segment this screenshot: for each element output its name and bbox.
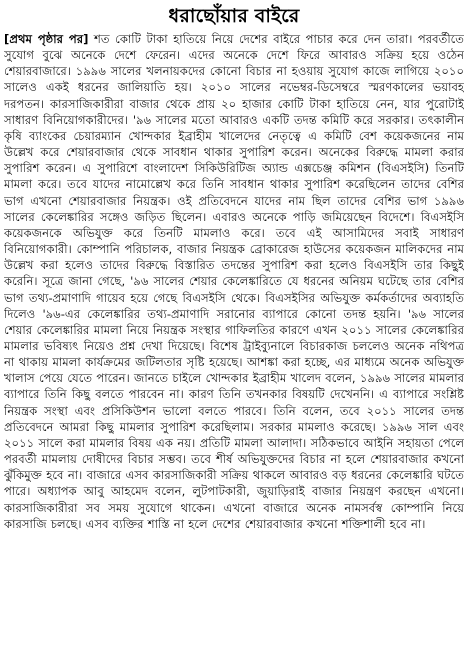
news-article xyxy=(4,2,464,658)
article-body xyxy=(4,31,464,532)
article-headline: ধরাছোঁয়ার বাইরে xyxy=(168,5,300,27)
continued-from-text: প্রথম পৃষ্ঠার পর xyxy=(9,32,84,46)
continued-from-label: [প্রথম পৃষ্ঠার পর] xyxy=(4,32,89,46)
article-paragraph: শত কোটি টাকা হাতিয়ে নিয়ে দেশের বাইরে পাচার করে দেন তারা। পরবর্তীতে সুযোগ বুঝে অনেকে দেশে ফেরেন। এদের অনেকে দেশে ফিরে আবারও সক্রিয় হয়ে ওঠেন শেয়ারবাজারে। ১৯৯৬ সালের খলনায়কদের কোনো বিচার না হওয়ায় সুযোগ কাজে লাগিয়ে ২০১০ সালেও একই ধরনের জালিয়াতি হয়। ২০১০ সালের নভেম্বর-ডিসেম্বরে স্মরণকালের ভয়াবহ দরপতন। কারসাজিকারীরা বাজার থেকে প্রায় ২০ হাজার কোটি টাকা হাতিয়ে নেন, যার পুরোটাই সাধারণ বিনিয়োগকারীদের। '৯৬ সালের মতো আবারও একটি তদন্ত কমিটি করে সরকার। তৎকালীন কৃষি ব্যাংকের চেয়ারম্যান খোন্দকার ইব্রাহীম খালেদের নেতৃত্বে এ কমিটি বেশ কয়েকজনের নাম উল্লেখ করে শেয়ারবাজার থেকে সাবধান থাকার সুপারিশ করেন। অনেকের বিরুদ্ধে মামলা করার সুপারিশ করেন। এ সুপারিশে বাংলাদেশ সিকিউরিটিজ অ্যান্ড এক্সচেঞ্জ কমিশন (বিএসইসি) তিনটি মামলা করে। তবে যাদের নামোল্লেখ করে তিনি সাবধান থাকার সুপারিশ করেছিলেন তাদের বেশির ভাগ এখনো শেয়ারবাজার নিয়ন্ত্রক। ওই প্রতিবেদনে যাদের নাম ছিল তাদের বেশির ভাগ ১৯৯৬ সালের কেলেঙ্কারির সঙ্গেও জড়িত ছিলেন। এবারও অনেকে পাড়ি জমিয়েছেন বিদেশে। বিএসইসি কয়েকজনকে অভিযুক্ত করে তিনটি মামলাও করে। তবে এই আসামিদের সবাই সাধারণ বিনিয়োগকারী। কোম্পানি পরিচালক, বাজার নিয়ন্ত্রক ব্রোকারেজ হাউসের কয়েকজন মালিকদের নাম উল্লেখ করা হলেও তাদের বিরুদ্ধে বিস্তারিত তদন্তের সুপারিশ করা হলেও বিএসইসি তার কিছুই করেনি। সূত্রে জানা গেছে, '৯৬ সালের শেয়ার কেলেঙ্কারিতে যে ধরনের অনিয়ম ঘটেছে তার বেশির ভাগ তথ্য-প্রমাণাদি গায়েব হয়ে গেছে বিএসইসি থেকে। বিএসইসির অভিযুক্ত কর্মকর্তাদের অব্যাহতি দিলেও '৯৬-এর কেলেঙ্কারির তথ্য-প্রমাণাদি সরানোর ব্যাপারে কোনো তদন্ত হয়নি। '৯৬ সালের শেয়ার কেলেঙ্কারির মামলা নিয়ে নিয়ন্ত্রক সংস্থার গাফিলতির কারণে এখন ২০১১ সালের কেলেঙ্কারির মামলার ভবিষ্যৎ নিয়েও প্রশ্ন দেখা দিয়েছে। বিশেষ ট্রাইব্যুনালে বিচারকাজ চললেও অনেক নথিপত্র না থাকায় মামলা কার্যক্রমের জটিলতার সৃষ্টি হয়েছে। আশঙ্কা করা হচ্ছে, এর মাধ্যমে অনেক অভিযুক্ত খালাস পেয়ে যেতে পারেন। জানতে চাইলে খোন্দকার ইব্রাহীম খালেদ বলেন, ১৯৯৬ সালের মামলার ব্যাপারে তিনি কিছু বলতে পারবেন না। কারণ তিনি তখনকার বিষয়টি দেখেননি। এ ব্যাপারে সংশ্লিষ্ট নিয়ন্ত্রক সংস্থা এবং প্রসিকিউশন ভালো বলতে পারবে। তিনি বলেন, তবে ২০১১ সালের তদন্ত প্রতিবেদনে আমরা কিছু মামলার সুপারিশ করেছিলাম। সরকার মামলাও করেছে। ১৯৯৬ সাল এবং ২০১১ সালে করা মামলার বিষয় এক নয়। প্রতিটি মামলা আলাদা। সঠিকভাবে আইনি সহায়তা পেলে পরবর্তী মামলায় দোষীদের বিচার সম্ভব। তবে শীর্ষ অভিযুক্তদের বিচার না হলে শেয়ারবাজার কখনো ঝুঁকিমুক্ত হবে না। বাজারে এসব কারসাজিকারী সক্রিয় থাকলে আবারও বড় ধরনের কেলেঙ্কারি ঘটতে পারে। অধ্যাপক আবু আহমেদ বলেন, লুটপাটকারী, জুয়াড়িরাই বাজার নিয়ন্ত্রণ করছেন এখনো। কারসাজিকারীরা সব সময় সুযোগে থাকেন। এখনো বাজারে অনেক নামসর্বস্ব কোম্পানি নিয়ে কারসাজি চলছে। এসব ব্যক্তির শাস্তি না হলে দেশের শেয়ারবাজার কখনো শক্তিশালী হবে না। xyxy=(4,32,464,531)
